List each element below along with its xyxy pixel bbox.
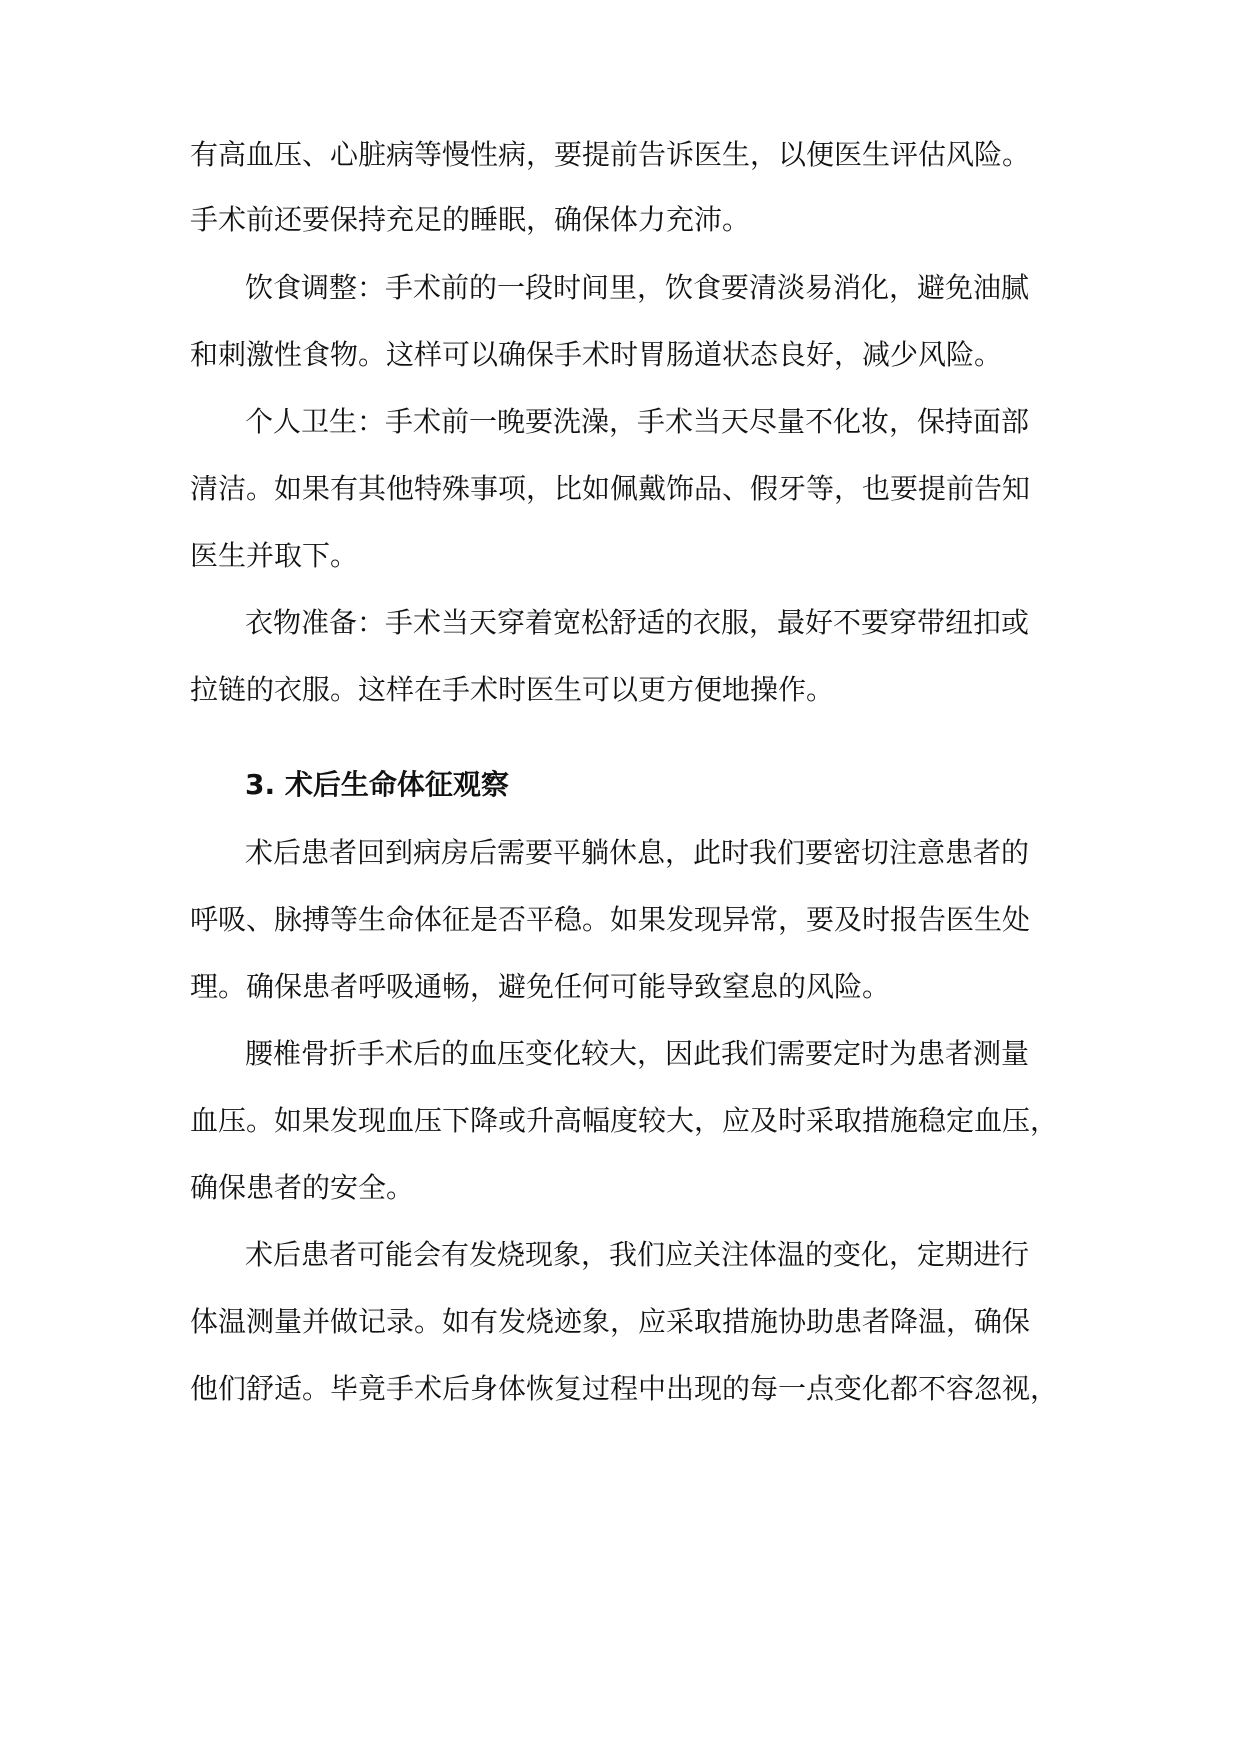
text-line: 清洁。如果有其他特殊事项，比如佩戴饰品、假牙等，也要提前告知	[190, 472, 1031, 505]
text-line: 理。确保患者呼吸通畅，避免任何可能导致窒息的风险。	[190, 970, 891, 1003]
paragraph-temperature-cont	[0, 1369, 1241, 1409]
text-line: 他们舒适。毕竟手术后身体恢复过程中出现的每一点变化都不容忽视，	[190, 1372, 1059, 1405]
text-line: 拉链的衣服。这样在手术时医生可以更方便地操作。	[190, 673, 835, 706]
paragraph-pre-surgery-end-cont	[0, 200, 1241, 240]
paragraph-hygiene	[0, 402, 1241, 442]
text-line: 术后患者可能会有发烧现象，我们应关注体温的变化，定期进行	[245, 1238, 1030, 1271]
text-line: 饮食调整：手术前的一段时间里，饮食要清淡易消化，避免油腻	[245, 271, 1030, 304]
section-title: 3. 术后生命体征观察	[245, 768, 509, 801]
paragraph-blood-pressure-cont	[0, 1101, 1241, 1141]
paragraph-breathing	[0, 833, 1241, 873]
paragraph-blood-pressure	[0, 1034, 1241, 1074]
text-line: 个人卫生：手术前一晚要洗澡，手术当天尽量不化妆，保持面部	[245, 405, 1030, 438]
paragraph-clothing-cont	[0, 670, 1241, 710]
paragraph-clothing	[0, 603, 1241, 643]
paragraph-breathing-cont	[0, 900, 1241, 940]
text-line: 手术前还要保持充足的睡眠，确保体力充沛。	[190, 203, 751, 236]
section-heading	[0, 765, 1241, 805]
paragraph-hygiene-cont	[0, 469, 1241, 509]
paragraph-temperature	[0, 1235, 1241, 1275]
text-line: 术后患者回到病房后需要平躺休息，此时我们要密切注意患者的	[245, 836, 1030, 869]
paragraph-pre-surgery-end	[0, 135, 1241, 175]
text-line: 体温测量并做记录。如有发烧迹象，应采取措施协助患者降温，确保	[190, 1305, 1031, 1338]
text-line: 有高血压、心脏病等慢性病，要提前告诉医生，以便医生评估风险。	[190, 138, 1031, 171]
text-line: 确保患者的安全。	[190, 1171, 415, 1204]
text-line: 医生并取下。	[190, 539, 359, 572]
text-line: 衣物准备：手术当天穿着宽松舒适的衣服，最好不要穿带纽扣或	[245, 606, 1030, 639]
paragraph-diet	[0, 268, 1241, 308]
paragraph-breathing-cont	[0, 967, 1241, 1007]
text-line: 腰椎骨折手术后的血压变化较大，因此我们需要定时为患者测量	[245, 1037, 1030, 1070]
paragraph-blood-pressure-cont	[0, 1168, 1241, 1208]
paragraph-diet-cont	[0, 335, 1241, 375]
text-line: 血压。如果发现血压下降或升高幅度较大，应及时采取措施稳定血压，	[190, 1104, 1059, 1137]
text-line: 呼吸、脉搏等生命体征是否平稳。如果发现异常，要及时报告医生处	[190, 903, 1031, 936]
paragraph-temperature-cont	[0, 1302, 1241, 1342]
text-line: 和刺激性食物。这样可以确保手术时胃肠道状态良好，减少风险。	[190, 338, 1003, 371]
paragraph-hygiene-cont	[0, 536, 1241, 576]
